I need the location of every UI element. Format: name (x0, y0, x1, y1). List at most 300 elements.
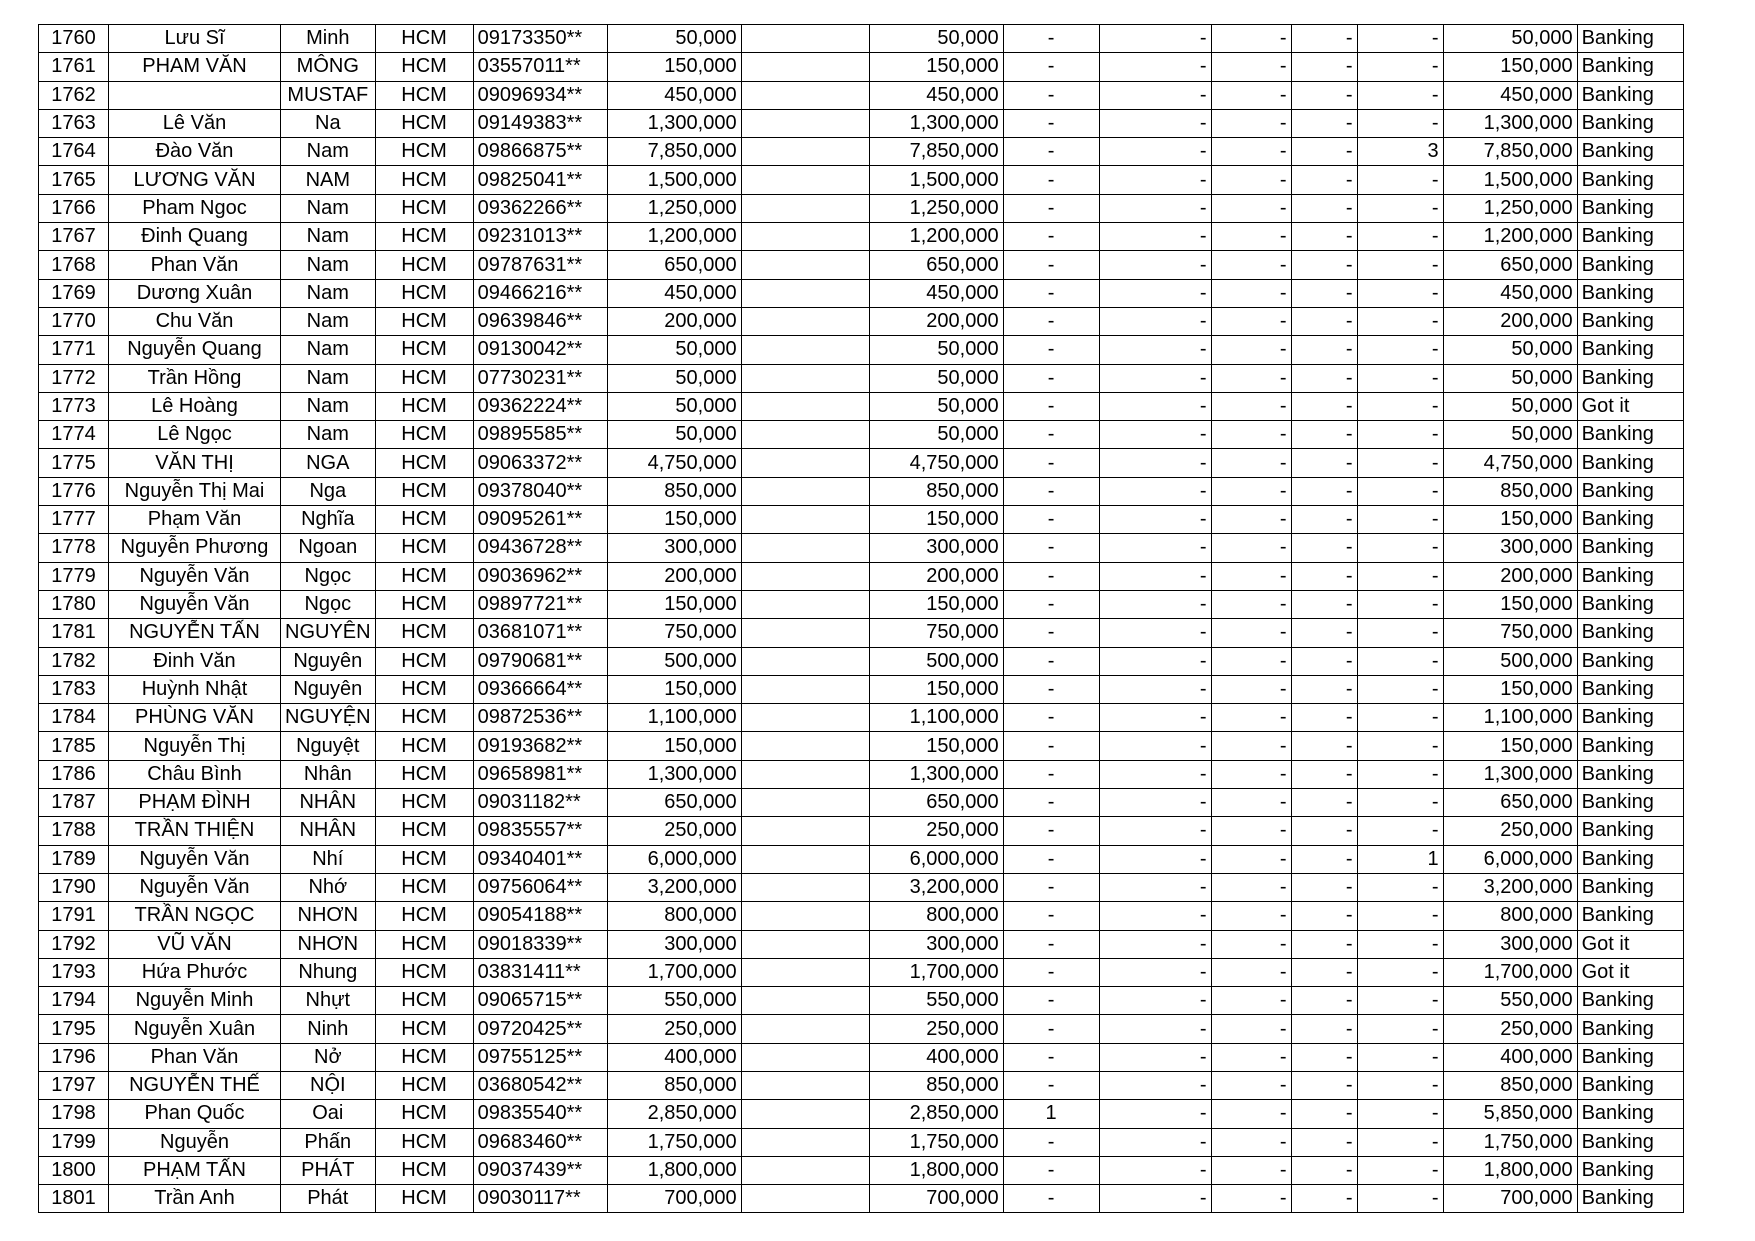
cell-count-b: - (1099, 789, 1211, 817)
cell-blank (741, 307, 869, 335)
cell-city: HCM (375, 307, 473, 335)
cell-amount: 300,000 (607, 534, 741, 562)
cell-count-b: - (1099, 760, 1211, 788)
cell-given-name: NAM (281, 166, 376, 194)
cell-row-number: 1798 (39, 1100, 109, 1128)
cell-amount-total: 850,000 (869, 477, 1003, 505)
cell-given-name: Nghĩa (281, 506, 376, 534)
cell-amount: 2,850,000 (607, 1100, 741, 1128)
cell-count-d: - (1291, 25, 1357, 53)
cell-phone: 09378040** (473, 477, 607, 505)
cell-count-d: - (1291, 732, 1357, 760)
cell-amount: 650,000 (607, 251, 741, 279)
cell-row-number: 1791 (39, 902, 109, 930)
cell-count-a: - (1003, 590, 1099, 618)
cell-blank (741, 930, 869, 958)
cell-amount: 850,000 (607, 1071, 741, 1099)
cell-given-name: Nam (281, 279, 376, 307)
cell-city: HCM (375, 53, 473, 81)
cell-city: HCM (375, 506, 473, 534)
cell-payment-method: Banking (1577, 732, 1683, 760)
cell-count-e: - (1357, 817, 1443, 845)
cell-amount: 3,200,000 (607, 873, 741, 901)
cell-blank (741, 25, 869, 53)
cell-count-c: - (1211, 1100, 1291, 1128)
cell-given-name: Ngọc (281, 590, 376, 618)
cell-count-a: - (1003, 534, 1099, 562)
cell-count-a: - (1003, 109, 1099, 137)
table-row (39, 873, 1684, 901)
cell-amount-total: 200,000 (869, 307, 1003, 335)
cell-city: HCM (375, 732, 473, 760)
cell-family-name: LƯƠNG VĂN (109, 166, 281, 194)
cell-city: HCM (375, 958, 473, 986)
cell-blank (741, 138, 869, 166)
cell-count-d: - (1291, 449, 1357, 477)
cell-row-number: 1799 (39, 1128, 109, 1156)
cell-count-c: - (1211, 109, 1291, 137)
cell-grand-total: 1,100,000 (1443, 704, 1577, 732)
cell-given-name: Nhân (281, 760, 376, 788)
cell-family-name: Nguyễn Minh (109, 987, 281, 1015)
cell-amount-total: 1,750,000 (869, 1128, 1003, 1156)
cell-grand-total: 1,700,000 (1443, 958, 1577, 986)
cell-count-d: - (1291, 1156, 1357, 1184)
cell-payment-method: Banking (1577, 1071, 1683, 1099)
cell-count-b: - (1099, 53, 1211, 81)
cell-count-a: - (1003, 477, 1099, 505)
cell-grand-total: 500,000 (1443, 647, 1577, 675)
cell-count-d: - (1291, 647, 1357, 675)
cell-phone: 09897721** (473, 590, 607, 618)
cell-count-e: - (1357, 760, 1443, 788)
table-row (39, 534, 1684, 562)
cell-count-b: - (1099, 307, 1211, 335)
cell-grand-total: 7,850,000 (1443, 138, 1577, 166)
cell-phone: 09096934** (473, 81, 607, 109)
cell-row-number: 1801 (39, 1185, 109, 1213)
table-row (39, 1100, 1684, 1128)
cell-payment-method: Banking (1577, 1015, 1683, 1043)
cell-amount-total: 1,100,000 (869, 704, 1003, 732)
cell-given-name: Nga (281, 477, 376, 505)
cell-family-name: Trần Hồng (109, 364, 281, 392)
cell-amount-total: 1,500,000 (869, 166, 1003, 194)
cell-count-e: - (1357, 477, 1443, 505)
cell-count-e: - (1357, 194, 1443, 222)
table-row (39, 1015, 1684, 1043)
cell-count-a: - (1003, 902, 1099, 930)
cell-count-d: - (1291, 873, 1357, 901)
cell-city: HCM (375, 817, 473, 845)
cell-given-name: NHƠN (281, 930, 376, 958)
cell-count-a: - (1003, 789, 1099, 817)
cell-count-a: - (1003, 421, 1099, 449)
cell-grand-total: 850,000 (1443, 1071, 1577, 1099)
cell-phone: 09095261** (473, 506, 607, 534)
cell-payment-method: Banking (1577, 449, 1683, 477)
cell-count-b: - (1099, 1128, 1211, 1156)
cell-count-a: - (1003, 138, 1099, 166)
cell-row-number: 1770 (39, 307, 109, 335)
table-row (39, 364, 1684, 392)
cell-blank (741, 506, 869, 534)
cell-row-number: 1765 (39, 166, 109, 194)
table-row (39, 704, 1684, 732)
cell-grand-total: 1,250,000 (1443, 194, 1577, 222)
cell-count-b: - (1099, 930, 1211, 958)
cell-blank (741, 1156, 869, 1184)
table-row (39, 789, 1684, 817)
cell-count-e: - (1357, 873, 1443, 901)
cell-phone: 09720425** (473, 1015, 607, 1043)
cell-count-c: - (1211, 506, 1291, 534)
cell-given-name: NỘI (281, 1071, 376, 1099)
cell-city: HCM (375, 336, 473, 364)
cell-phone: 09366664** (473, 675, 607, 703)
table-row (39, 336, 1684, 364)
cell-amount: 50,000 (607, 25, 741, 53)
cell-amount-total: 800,000 (869, 902, 1003, 930)
cell-family-name: Trần Anh (109, 1185, 281, 1213)
cell-amount: 50,000 (607, 364, 741, 392)
cell-grand-total: 1,300,000 (1443, 109, 1577, 137)
cell-row-number: 1779 (39, 562, 109, 590)
cell-amount: 7,850,000 (607, 138, 741, 166)
cell-payment-method: Got it (1577, 930, 1683, 958)
cell-grand-total: 6,000,000 (1443, 845, 1577, 873)
cell-row-number: 1784 (39, 704, 109, 732)
cell-amount: 450,000 (607, 81, 741, 109)
cell-blank (741, 704, 869, 732)
cell-row-number: 1780 (39, 590, 109, 618)
cell-given-name: Nam (281, 138, 376, 166)
cell-phone: 09036962** (473, 562, 607, 590)
cell-count-d: - (1291, 166, 1357, 194)
cell-family-name: TRẦN THIỆN (109, 817, 281, 845)
cell-phone: 09866875** (473, 138, 607, 166)
cell-phone: 03557011** (473, 53, 607, 81)
cell-count-b: - (1099, 25, 1211, 53)
cell-family-name: Châu Bình (109, 760, 281, 788)
cell-count-a: - (1003, 817, 1099, 845)
cell-payment-method: Banking (1577, 1185, 1683, 1213)
cell-count-d: - (1291, 987, 1357, 1015)
cell-grand-total: 1,800,000 (1443, 1156, 1577, 1184)
cell-city: HCM (375, 25, 473, 53)
donation-table (38, 24, 1684, 1213)
cell-city: HCM (375, 562, 473, 590)
cell-phone: 09065715** (473, 987, 607, 1015)
cell-payment-method: Banking (1577, 364, 1683, 392)
cell-payment-method: Banking (1577, 279, 1683, 307)
cell-payment-method: Banking (1577, 845, 1683, 873)
cell-count-d: - (1291, 1128, 1357, 1156)
cell-amount-total: 50,000 (869, 25, 1003, 53)
cell-row-number: 1797 (39, 1071, 109, 1099)
cell-count-a: - (1003, 1015, 1099, 1043)
cell-amount-total: 650,000 (869, 251, 1003, 279)
cell-count-d: - (1291, 1043, 1357, 1071)
cell-amount-total: 300,000 (869, 930, 1003, 958)
cell-blank (741, 1071, 869, 1099)
cell-amount-total: 1,200,000 (869, 223, 1003, 251)
table-row (39, 109, 1684, 137)
cell-count-a: - (1003, 279, 1099, 307)
cell-count-c: - (1211, 987, 1291, 1015)
cell-count-b: - (1099, 109, 1211, 137)
cell-count-d: - (1291, 109, 1357, 137)
cell-amount-total: 150,000 (869, 53, 1003, 81)
cell-count-c: - (1211, 279, 1291, 307)
cell-amount-total: 2,850,000 (869, 1100, 1003, 1128)
table-row (39, 1185, 1684, 1213)
cell-count-c: - (1211, 675, 1291, 703)
cell-payment-method: Got it (1577, 392, 1683, 420)
cell-count-b: - (1099, 562, 1211, 590)
table-row (39, 619, 1684, 647)
cell-blank (741, 1185, 869, 1213)
table-row (39, 732, 1684, 760)
cell-family-name: Phan Văn (109, 1043, 281, 1071)
cell-family-name: Nguyễn Quang (109, 336, 281, 364)
cell-grand-total: 300,000 (1443, 534, 1577, 562)
cell-phone: 09436728** (473, 534, 607, 562)
cell-grand-total: 1,500,000 (1443, 166, 1577, 194)
cell-grand-total: 800,000 (1443, 902, 1577, 930)
cell-phone: 09018339** (473, 930, 607, 958)
cell-phone: 03681071** (473, 619, 607, 647)
cell-family-name: Nguyễn Văn (109, 590, 281, 618)
cell-family-name: Lê Văn (109, 109, 281, 137)
cell-family-name: Phạm Văn (109, 506, 281, 534)
cell-count-e: - (1357, 421, 1443, 449)
cell-payment-method: Banking (1577, 251, 1683, 279)
cell-count-d: - (1291, 1185, 1357, 1213)
cell-city: HCM (375, 760, 473, 788)
cell-city: HCM (375, 138, 473, 166)
cell-count-c: - (1211, 817, 1291, 845)
cell-count-a: - (1003, 675, 1099, 703)
cell-grand-total: 200,000 (1443, 562, 1577, 590)
cell-count-a: - (1003, 194, 1099, 222)
cell-count-e: 1 (1357, 845, 1443, 873)
cell-payment-method: Banking (1577, 789, 1683, 817)
cell-city: HCM (375, 1100, 473, 1128)
cell-count-e: - (1357, 449, 1443, 477)
cell-phone: 09787631** (473, 251, 607, 279)
cell-given-name: Nguyệt (281, 732, 376, 760)
cell-family-name: Phan Quốc (109, 1100, 281, 1128)
cell-count-d: - (1291, 307, 1357, 335)
cell-city: HCM (375, 364, 473, 392)
cell-city: HCM (375, 1128, 473, 1156)
cell-count-a: - (1003, 506, 1099, 534)
cell-count-a: - (1003, 619, 1099, 647)
cell-given-name: Nam (281, 307, 376, 335)
cell-blank (741, 958, 869, 986)
cell-count-d: - (1291, 392, 1357, 420)
cell-amount-total: 1,700,000 (869, 958, 1003, 986)
cell-amount-total: 700,000 (869, 1185, 1003, 1213)
cell-count-d: - (1291, 619, 1357, 647)
cell-family-name: Lê Ngọc (109, 421, 281, 449)
cell-grand-total: 150,000 (1443, 506, 1577, 534)
table-row (39, 506, 1684, 534)
cell-given-name: Minh (281, 25, 376, 53)
cell-count-d: - (1291, 817, 1357, 845)
cell-family-name: Lê Hoàng (109, 392, 281, 420)
cell-payment-method: Banking (1577, 307, 1683, 335)
cell-city: HCM (375, 449, 473, 477)
cell-blank (741, 647, 869, 675)
cell-amount: 250,000 (607, 1015, 741, 1043)
cell-phone: 09872536** (473, 704, 607, 732)
cell-grand-total: 1,300,000 (1443, 760, 1577, 788)
cell-count-c: - (1211, 223, 1291, 251)
cell-count-c: - (1211, 1156, 1291, 1184)
cell-amount: 200,000 (607, 562, 741, 590)
cell-blank (741, 590, 869, 618)
cell-row-number: 1767 (39, 223, 109, 251)
cell-count-c: - (1211, 138, 1291, 166)
cell-given-name: Nam (281, 421, 376, 449)
cell-row-number: 1787 (39, 789, 109, 817)
cell-count-a: - (1003, 1185, 1099, 1213)
cell-amount-total: 500,000 (869, 647, 1003, 675)
cell-count-e: - (1357, 166, 1443, 194)
cell-count-d: - (1291, 1015, 1357, 1043)
cell-family-name: Lưu Sĩ (109, 25, 281, 53)
cell-payment-method: Banking (1577, 1043, 1683, 1071)
cell-family-name: Huỳnh Nhật (109, 675, 281, 703)
cell-count-c: - (1211, 534, 1291, 562)
cell-row-number: 1793 (39, 958, 109, 986)
table-row (39, 477, 1684, 505)
cell-count-c: - (1211, 958, 1291, 986)
cell-count-d: - (1291, 760, 1357, 788)
cell-payment-method: Banking (1577, 109, 1683, 137)
cell-count-b: - (1099, 336, 1211, 364)
cell-family-name: Nguyễn Văn (109, 873, 281, 901)
cell-amount: 50,000 (607, 421, 741, 449)
cell-grand-total: 50,000 (1443, 336, 1577, 364)
cell-amount: 450,000 (607, 279, 741, 307)
cell-blank (741, 845, 869, 873)
cell-count-b: - (1099, 647, 1211, 675)
cell-grand-total: 450,000 (1443, 279, 1577, 307)
cell-blank (741, 336, 869, 364)
cell-city: HCM (375, 647, 473, 675)
cell-family-name: VŨ VĂN (109, 930, 281, 958)
cell-grand-total: 150,000 (1443, 675, 1577, 703)
cell-row-number: 1785 (39, 732, 109, 760)
cell-phone: 09054188** (473, 902, 607, 930)
cell-count-e: - (1357, 789, 1443, 817)
cell-payment-method: Banking (1577, 704, 1683, 732)
cell-count-c: - (1211, 392, 1291, 420)
cell-count-c: - (1211, 1071, 1291, 1099)
cell-count-a: - (1003, 987, 1099, 1015)
cell-given-name: Nhựt (281, 987, 376, 1015)
cell-count-e: - (1357, 732, 1443, 760)
cell-count-c: - (1211, 477, 1291, 505)
cell-city: HCM (375, 81, 473, 109)
cell-count-d: - (1291, 53, 1357, 81)
cell-count-d: - (1291, 138, 1357, 166)
cell-family-name: Đào Văn (109, 138, 281, 166)
cell-phone: 09130042** (473, 336, 607, 364)
cell-given-name: Phát (281, 1185, 376, 1213)
cell-amount-total: 450,000 (869, 279, 1003, 307)
cell-family-name: Nguyễn Xuân (109, 1015, 281, 1043)
cell-count-e: - (1357, 251, 1443, 279)
cell-grand-total: 750,000 (1443, 619, 1577, 647)
cell-city: HCM (375, 1043, 473, 1071)
cell-count-a: - (1003, 1128, 1099, 1156)
cell-amount: 50,000 (607, 392, 741, 420)
cell-payment-method: Banking (1577, 987, 1683, 1015)
cell-count-b: - (1099, 506, 1211, 534)
cell-count-a: - (1003, 873, 1099, 901)
cell-row-number: 1760 (39, 25, 109, 53)
cell-count-d: - (1291, 279, 1357, 307)
cell-count-a: - (1003, 449, 1099, 477)
cell-count-d: - (1291, 562, 1357, 590)
cell-grand-total: 150,000 (1443, 732, 1577, 760)
cell-count-e: - (1357, 619, 1443, 647)
cell-grand-total: 850,000 (1443, 477, 1577, 505)
table-row (39, 1128, 1684, 1156)
cell-count-d: - (1291, 336, 1357, 364)
cell-row-number: 1782 (39, 647, 109, 675)
cell-count-a: - (1003, 81, 1099, 109)
cell-blank (741, 1100, 869, 1128)
cell-amount: 250,000 (607, 817, 741, 845)
cell-count-d: - (1291, 704, 1357, 732)
cell-count-c: - (1211, 1185, 1291, 1213)
cell-family-name: Hứa Phước (109, 958, 281, 986)
cell-phone: 09835540** (473, 1100, 607, 1128)
table-row (39, 845, 1684, 873)
cell-count-c: - (1211, 760, 1291, 788)
cell-given-name: Nở (281, 1043, 376, 1071)
cell-count-b: - (1099, 138, 1211, 166)
cell-count-b: - (1099, 958, 1211, 986)
cell-row-number: 1781 (39, 619, 109, 647)
cell-amount: 1,200,000 (607, 223, 741, 251)
cell-city: HCM (375, 109, 473, 137)
cell-city: HCM (375, 590, 473, 618)
cell-count-b: - (1099, 449, 1211, 477)
cell-payment-method: Banking (1577, 1128, 1683, 1156)
cell-count-c: - (1211, 364, 1291, 392)
cell-count-a: - (1003, 223, 1099, 251)
cell-given-name: Nhớ (281, 873, 376, 901)
cell-count-e: - (1357, 279, 1443, 307)
table-row (39, 53, 1684, 81)
cell-grand-total: 700,000 (1443, 1185, 1577, 1213)
table-row (39, 987, 1684, 1015)
cell-row-number: 1768 (39, 251, 109, 279)
cell-count-d: - (1291, 251, 1357, 279)
table-row (39, 562, 1684, 590)
cell-payment-method: Banking (1577, 817, 1683, 845)
table-row (39, 760, 1684, 788)
cell-payment-method: Got it (1577, 958, 1683, 986)
cell-given-name: Nam (281, 336, 376, 364)
cell-city: HCM (375, 251, 473, 279)
